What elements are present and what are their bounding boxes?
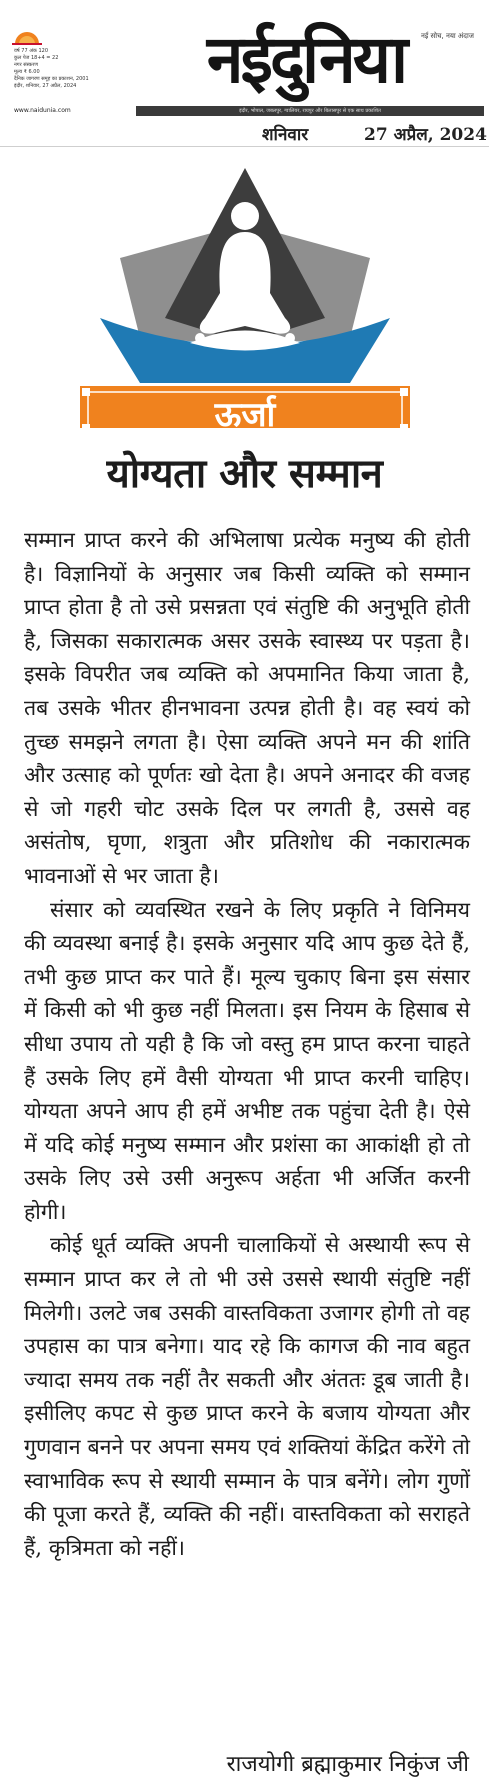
meta-line: दैनिक जागरण समूह का प्रकाशन, 2001 [14, 76, 89, 82]
meta-line: वर्ष 77 अंक 120 [14, 48, 49, 54]
urja-column-logo [80, 168, 410, 435]
meta-line: इंदौर, शनिवार, 27 अप्रैल, 2024 [14, 83, 77, 89]
website-link[interactable]: www.naidunia.com [14, 107, 71, 114]
meta-line: नगर संस्करण [14, 62, 39, 68]
article-author: राजयोगी ब्रह्माकुमार निकुंज जी [226, 1752, 469, 1777]
edition-tagline: नई सोच, नया अंदाज [420, 32, 474, 40]
dateline [0, 120, 489, 147]
meta-line: मूल्य ₹ 6.00 [14, 69, 40, 75]
article-headline: योग्यता और सम्मान [106, 450, 383, 497]
column-label: ऊर्जा [214, 395, 276, 435]
editions-strip: इंदौर, भोपाल, जबलपुर, ग्वालियर, रायपुर और बिलासपुर से एक साथ प्रकाशित [136, 106, 484, 116]
newspaper-brand: नईदुनिया [206, 21, 406, 98]
sun-logo-icon [12, 26, 42, 46]
article-paragraph: कोई धूर्त व्यक्ति अपनी चालाकियों से अस्थायी रूप से सम्मान प्राप्त कर ले तो भी उसे उससे स्थायी संतुष्टि नहीं मिलेगी। उलटे जब उसकी वास्तविकता उजागर होगी तो वह उपहास का पात्र बनेगा। याद रहे कि कागज की नाव बहुत ज्यादा समय तक नहीं तैर सकती और अंततः डूब जाती है। इसीलिए कपट से कुछ प्राप्त करने के बजाय योग्यता और गुणवान बनने पर अपना समय एवं शक्तियां केंद्रित करेंगे तो स्वाभाविक रूप से स्थायी सम्मान के पात्र बनेंगे। लोग गुणों की पूजा करते हैं, व्यक्ति की नहीं। वास्तविकता को सराहते हैं, कृत्रिमता को नहीं। [24, 1233, 470, 1561]
issue-day: शनिवार [262, 125, 309, 145]
meta-line: कुल पेज 18+4 = 22 [14, 55, 59, 61]
article-paragraph: सम्मान प्राप्त करने की अभिलाषा प्रत्येक मनुष्य की होती है। विज्ञानियों के अनुसार जब किसी व्यक्ति को सम्मान प्राप्त होता है तो उसे प्रसन्नता एवं संतुष्टि की अनुभूति होती है, जिसका सकारात्मक असर उसके स्वास्थ्य पर पड़ता है। इसके विपरीत जब व्यक्ति को अपमानित किया जाता है, तब उसके भीतर हीनभावना उत्पन्न होती है। वह स्वयं को तुच्छ समझने लगता है। ऐसा व्यक्ति अपने मन की शांति और उत्साह को पूर्णतः खो देता है। अपने अनादर की वजह से जो गहरी चोट उसके दिल पर लगती है, उससे वह असंतोष, घृणा, शत्रुता और प्रतिशोध की नकारात्मक भावनाओं से भर जाता है। [24, 528, 470, 889]
article-body [24, 524, 470, 1565]
article-paragraph: संसार को व्यवस्थित रखने के लिए प्रकृति ने विनिमय की व्यवस्था बनाई है। इसके अनुसार यदि आप कुछ देते हैं, तभी कुछ प्राप्त कर पाते हैं। मूल्य चुकाए बिना इस संसार में किसी को भी कुछ नहीं मिलता। इस नियम के हिसाब से सीधा उपाय तो यही है कि जो वस्तु हम प्राप्त करना चाहते हैं उसके लिए हमें वैसी योग्यता भी प्राप्त करनी चाहिए। योग्यता अपने आप ही हमें अभीष्ट तक पहुंचा देती है। ऐसे में यदि कोई मनुष्य सम्मान और प्रशंसा का आकांक्षी हो तो उसके लिए उसे उसी अनुरूप अर्हता भी अर्जित करनी होगी। [24, 897, 470, 1225]
issue-date: 27 अप्रैल, 2024 [364, 125, 487, 145]
meditation-icon [80, 168, 410, 428]
edition-meta [14, 48, 134, 90]
masthead [8, 4, 478, 114]
